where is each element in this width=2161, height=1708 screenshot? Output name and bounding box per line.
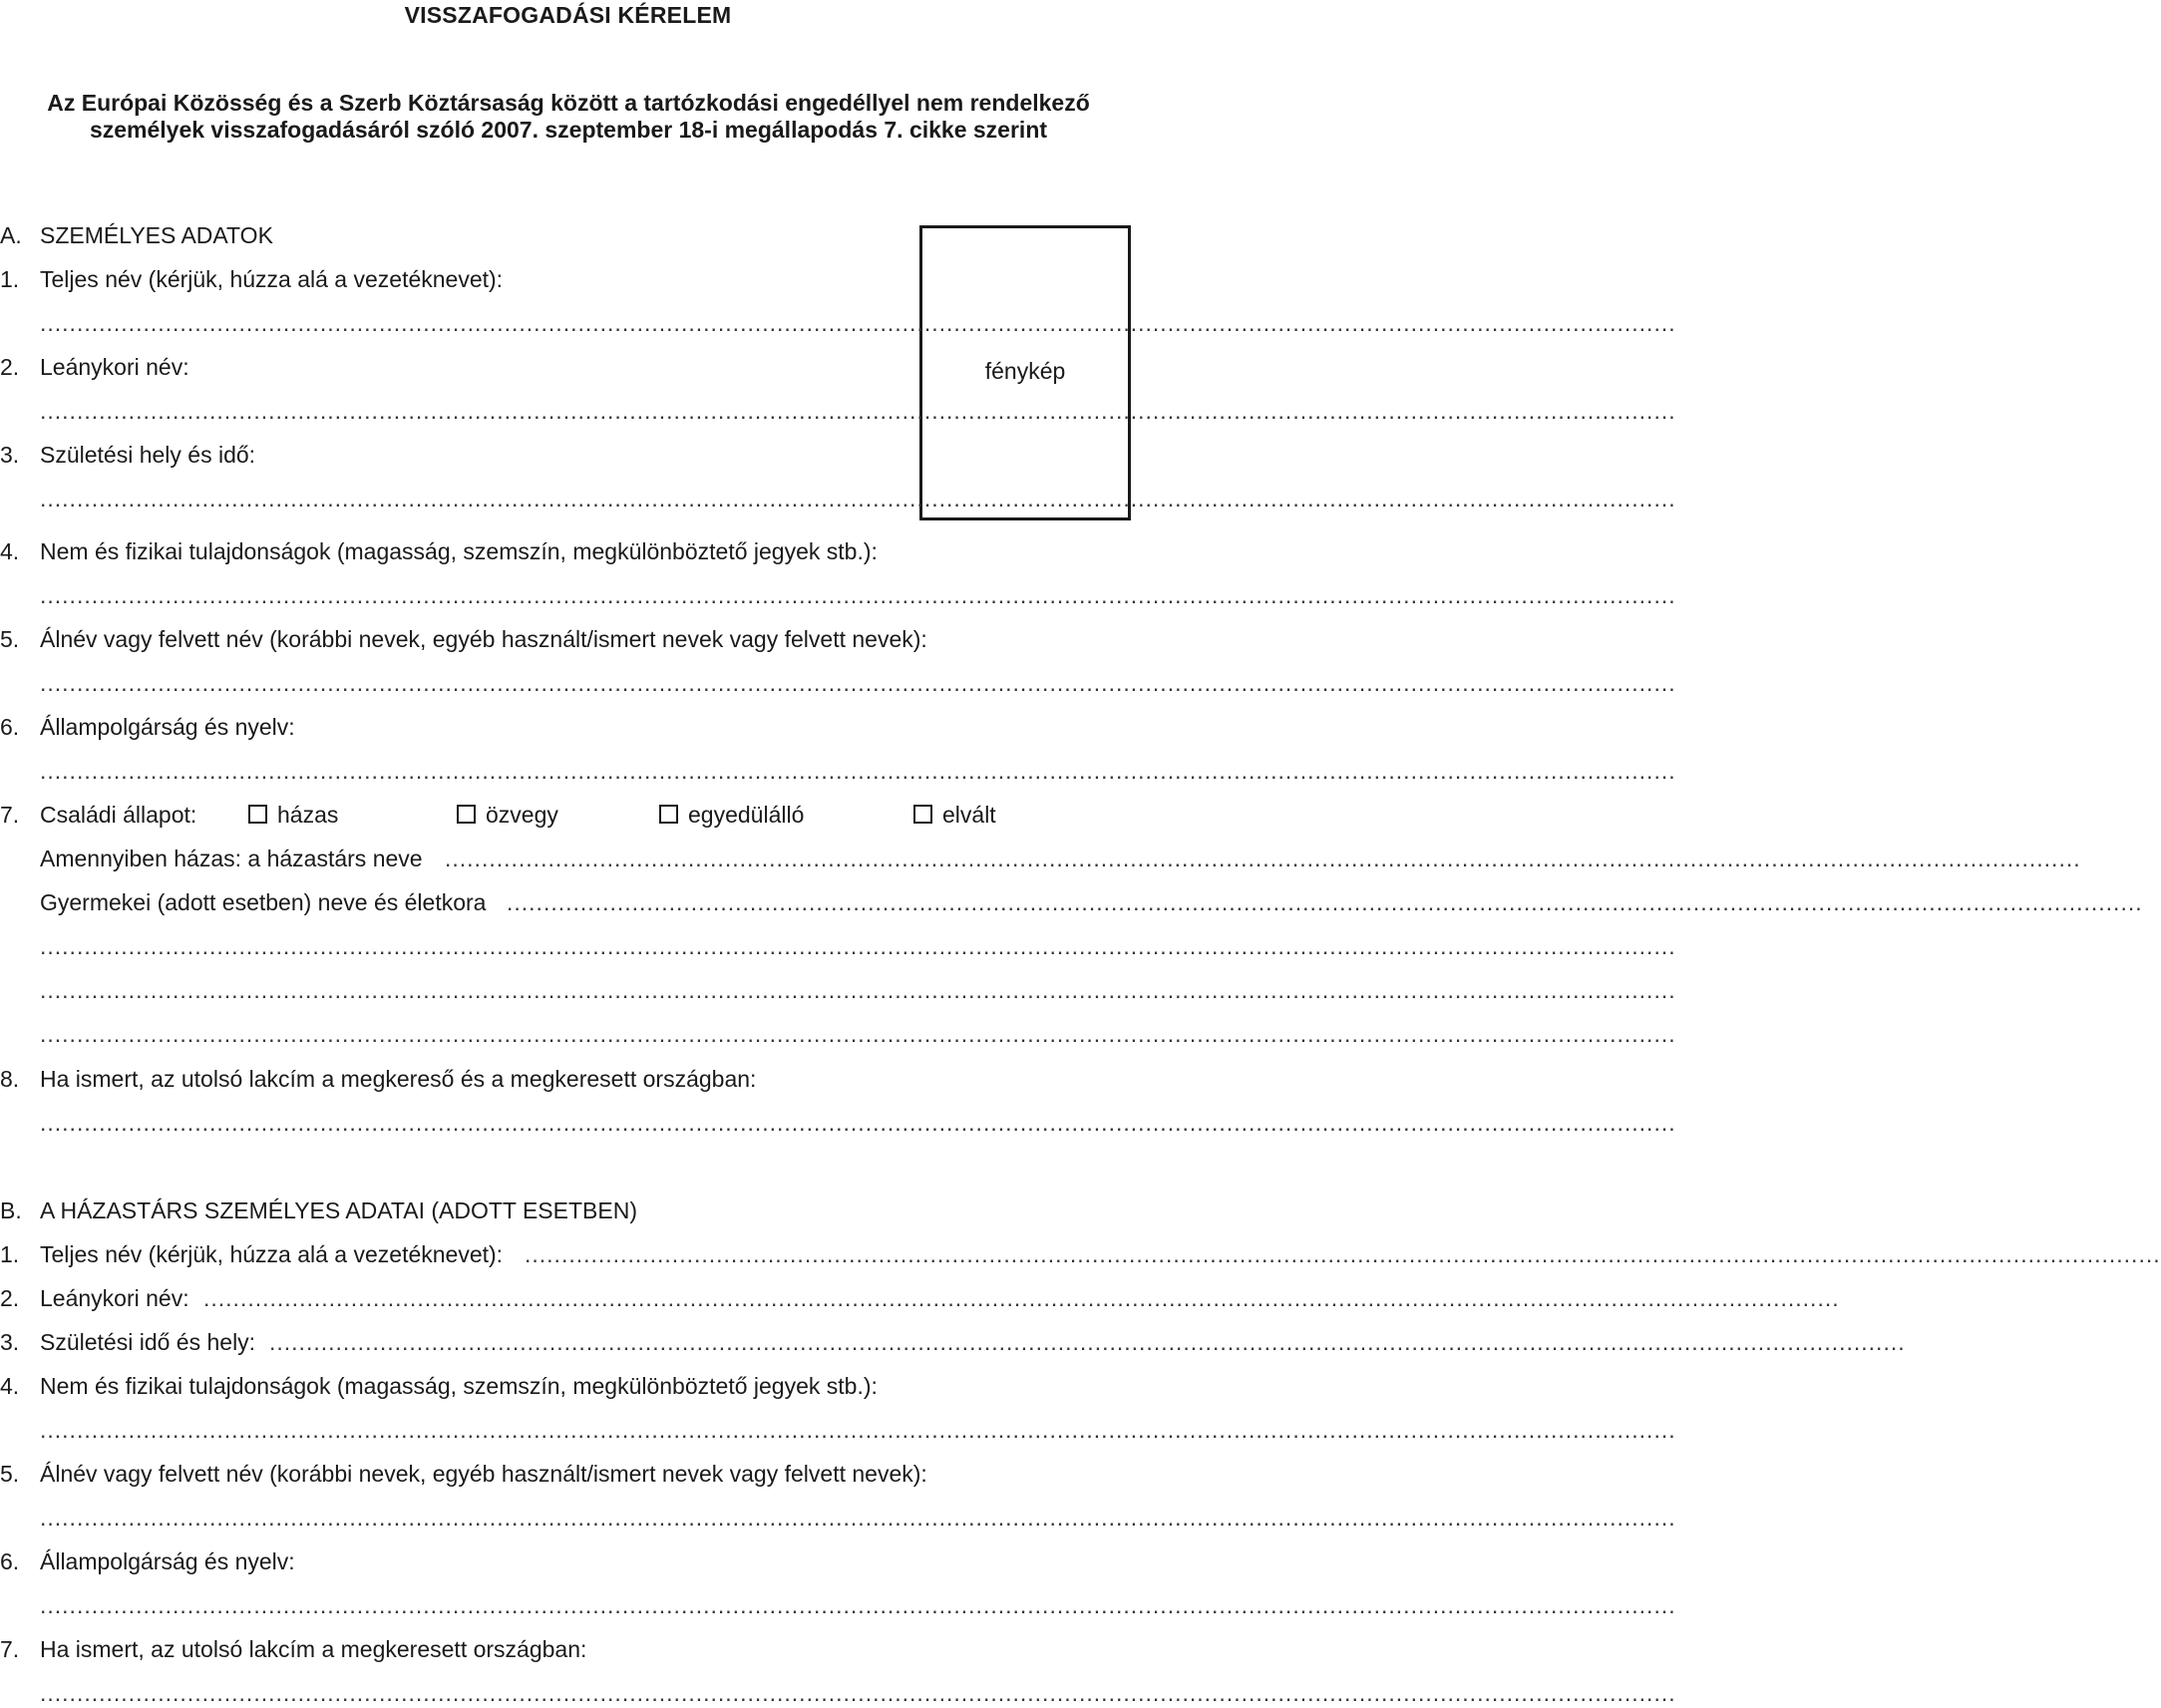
checkbox-divorced-label: elvált xyxy=(942,802,996,828)
checkbox-married-label: házas xyxy=(277,802,339,828)
section-a-heading xyxy=(0,220,898,250)
checkbox-single[interactable] xyxy=(659,805,678,824)
photo-label: fénykép xyxy=(984,358,1066,384)
section-b-title: A HÁZASTÁRS SZEMÉLYES ADATAI (ADOTT ESETBEN) xyxy=(40,1197,637,1223)
a-q4-dotted-line[interactable]: .............................................................................................................................................................................................................................. xyxy=(40,582,1676,608)
a-q1-answer-line[interactable] xyxy=(0,308,1676,338)
checkbox-divorced[interactable] xyxy=(913,805,932,824)
a-q1-number: 1. xyxy=(0,266,20,292)
b-q3-label: Születési idő és hely: xyxy=(40,1329,256,1355)
a-q8-label: Ha ismert, az utolsó lakcím a megkereső és a megkeresett országban: xyxy=(40,1066,757,1092)
b-q4-number: 4. xyxy=(0,1373,20,1399)
section-a-marker: A. xyxy=(0,222,22,248)
a-q7-children-dotted-line-4[interactable]: .............................................................................................................................................................................................................................. xyxy=(40,1021,1676,1047)
a-q6-answer-line[interactable] xyxy=(0,756,1676,786)
a-q4-number: 4. xyxy=(0,538,20,564)
b-q2-number: 2. xyxy=(0,1285,20,1311)
b-q5-number: 5. xyxy=(0,1461,20,1487)
a-q1-dotted-line[interactable]: .............................................................................................................................................................................................................................. xyxy=(40,310,1676,336)
a-q3-row xyxy=(0,440,898,470)
a-q7-spouse-row xyxy=(0,844,2081,873)
a-q4-label: Nem és fizikai tulajdonságok (magasság, szemszín, megkülönböztető jegyek stb.): xyxy=(40,538,878,564)
a-q5-dotted-line[interactable]: .............................................................................................................................................................................................................................. xyxy=(40,670,1676,696)
a-q7-children-line-3[interactable] xyxy=(0,975,1676,1005)
b-q5-answer-line[interactable] xyxy=(0,1503,1676,1533)
a-q6-label: Állampolgárság és nyelv: xyxy=(40,714,295,740)
a-q1-row xyxy=(0,264,898,294)
section-a-title: SZEMÉLYES ADATOK xyxy=(40,222,273,248)
a-q7-row xyxy=(0,800,1136,830)
b-q7-dotted-line[interactable]: .............................................................................................................................................................................................................................. xyxy=(40,1680,1676,1706)
a-q8-dotted-line[interactable]: .............................................................................................................................................................................................................................. xyxy=(40,1110,1676,1136)
subtitle-line-1: Az Európai Közösség és a Szerb Köztársaság között a tartózkodási engedéllyel nem rendelkező xyxy=(47,90,1090,116)
b-q2-label: Leánykori név: xyxy=(40,1285,189,1311)
a-q8-answer-line[interactable] xyxy=(0,1108,1676,1138)
checkbox-widowed-label: özvegy xyxy=(486,802,558,828)
a-q4-row xyxy=(0,536,1136,566)
b-q7-answer-line[interactable] xyxy=(0,1678,1676,1706)
b-q7-number: 7. xyxy=(0,1636,20,1662)
a-q5-row xyxy=(0,624,1136,654)
a-q8-row xyxy=(0,1064,1136,1094)
b-q3-row xyxy=(0,1327,1906,1357)
b-q6-number: 6. xyxy=(0,1548,20,1574)
b-q6-row xyxy=(0,1546,1136,1576)
a-q7-children-row xyxy=(0,887,2143,917)
a-q6-row xyxy=(0,712,1136,742)
a-q7-children-line-4[interactable] xyxy=(0,1019,1676,1049)
a-q3-number: 3. xyxy=(0,442,20,468)
b-q6-label: Állampolgárság és nyelv: xyxy=(40,1548,295,1574)
a-q7-spouse-dotted-line[interactable]: .............................................................................................................................................................................................................................. xyxy=(445,846,2081,871)
section-b-marker: B. xyxy=(0,1197,22,1223)
b-q5-label: Álnév vagy felvett név (korábbi nevek, egyéb használt/ismert nevek vagy felvett nevek): xyxy=(40,1461,927,1487)
a-q6-dotted-line[interactable]: .............................................................................................................................................................................................................................. xyxy=(40,758,1676,784)
b-q3-number: 3. xyxy=(0,1329,20,1355)
a-q7-children-line-2[interactable] xyxy=(0,931,1676,961)
b-q1-row xyxy=(0,1239,2161,1269)
a-q7-children-dotted-line-2[interactable]: .............................................................................................................................................................................................................................. xyxy=(40,933,1676,959)
b-q4-dotted-line[interactable]: .............................................................................................................................................................................................................................. xyxy=(40,1417,1676,1443)
b-q6-answer-line[interactable] xyxy=(0,1590,1676,1620)
a-q7-label: Családi állapot: xyxy=(40,802,197,828)
b-q5-row xyxy=(0,1459,1136,1489)
b-q4-answer-line[interactable] xyxy=(0,1415,1676,1445)
b-q3-dotted-line[interactable]: .............................................................................................................................................................................................................................. xyxy=(269,1329,1906,1355)
b-q6-dotted-line[interactable]: .............................................................................................................................................................................................................................. xyxy=(40,1592,1676,1618)
b-q1-number: 1. xyxy=(0,1241,20,1267)
checkbox-married[interactable] xyxy=(248,805,267,824)
section-b-heading xyxy=(0,1196,1136,1225)
a-q3-dotted-line[interactable]: .............................................................................................................................................................................................................................. xyxy=(40,486,1676,512)
a-q4-answer-line[interactable] xyxy=(0,580,1676,610)
a-q2-dotted-line[interactable]: .............................................................................................................................................................................................................................. xyxy=(40,398,1676,424)
a-q5-number: 5. xyxy=(0,626,20,652)
a-q5-answer-line[interactable] xyxy=(0,668,1676,698)
b-q7-label: Ha ismert, az utolsó lakcím a megkeresett országban: xyxy=(40,1636,587,1662)
a-q6-number: 6. xyxy=(0,714,20,740)
a-q8-number: 8. xyxy=(0,1066,20,1092)
a-q2-answer-line[interactable] xyxy=(0,396,1676,426)
subtitle-line-2: személyek visszafogadásáról szóló 2007. szeptember 18-i megállapodás 7. cikke szerint xyxy=(89,117,1048,143)
a-q7-children-label: Gyermekei (adott esetben) neve és életkora xyxy=(40,889,487,915)
checkbox-single-label: egyedülálló xyxy=(688,802,805,828)
b-q7-row xyxy=(0,1634,1136,1664)
a-q2-row xyxy=(0,352,898,382)
a-q2-label: Leánykori név: xyxy=(40,354,189,380)
form-subtitle xyxy=(20,90,1117,144)
a-q7-spouse-label: Amennyiben házas: a házastárs neve xyxy=(40,846,423,871)
a-q7-number: 7. xyxy=(0,802,20,828)
b-q4-row xyxy=(0,1371,1136,1401)
photo-box xyxy=(919,225,1131,520)
b-q5-dotted-line[interactable]: .............................................................................................................................................................................................................................. xyxy=(40,1505,1676,1531)
b-q2-row xyxy=(0,1283,1840,1313)
b-q4-label: Nem és fizikai tulajdonságok (magasság, szemszín, megkülönböztető jegyek stb.): xyxy=(40,1373,878,1399)
a-q2-number: 2. xyxy=(0,354,20,380)
a-q3-answer-line[interactable] xyxy=(0,484,1676,513)
b-q2-dotted-line[interactable]: .............................................................................................................................................................................................................................. xyxy=(203,1285,1840,1311)
checkbox-widowed[interactable] xyxy=(457,805,476,824)
b-q1-label: Teljes név (kérjük, húzza alá a vezetéknevet): xyxy=(40,1241,504,1267)
a-q7-children-dotted-line-3[interactable]: .............................................................................................................................................................................................................................. xyxy=(40,977,1676,1003)
b-q1-dotted-line[interactable]: .............................................................................................................................................................................................................................. xyxy=(525,1241,2161,1267)
form-title: VISSZAFOGADÁSI KÉRELEM xyxy=(404,2,732,28)
a-q1-label: Teljes név (kérjük, húzza alá a vezetéknevet): xyxy=(40,266,504,292)
a-q7-children-dotted-line[interactable]: .............................................................................................................................................................................................................................. xyxy=(507,889,2143,915)
a-q5-label: Álnév vagy felvett név (korábbi nevek, egyéb használt/ismert nevek vagy felvett nevek): xyxy=(40,626,927,652)
a-q3-label: Születési hely és idő: xyxy=(40,442,256,468)
